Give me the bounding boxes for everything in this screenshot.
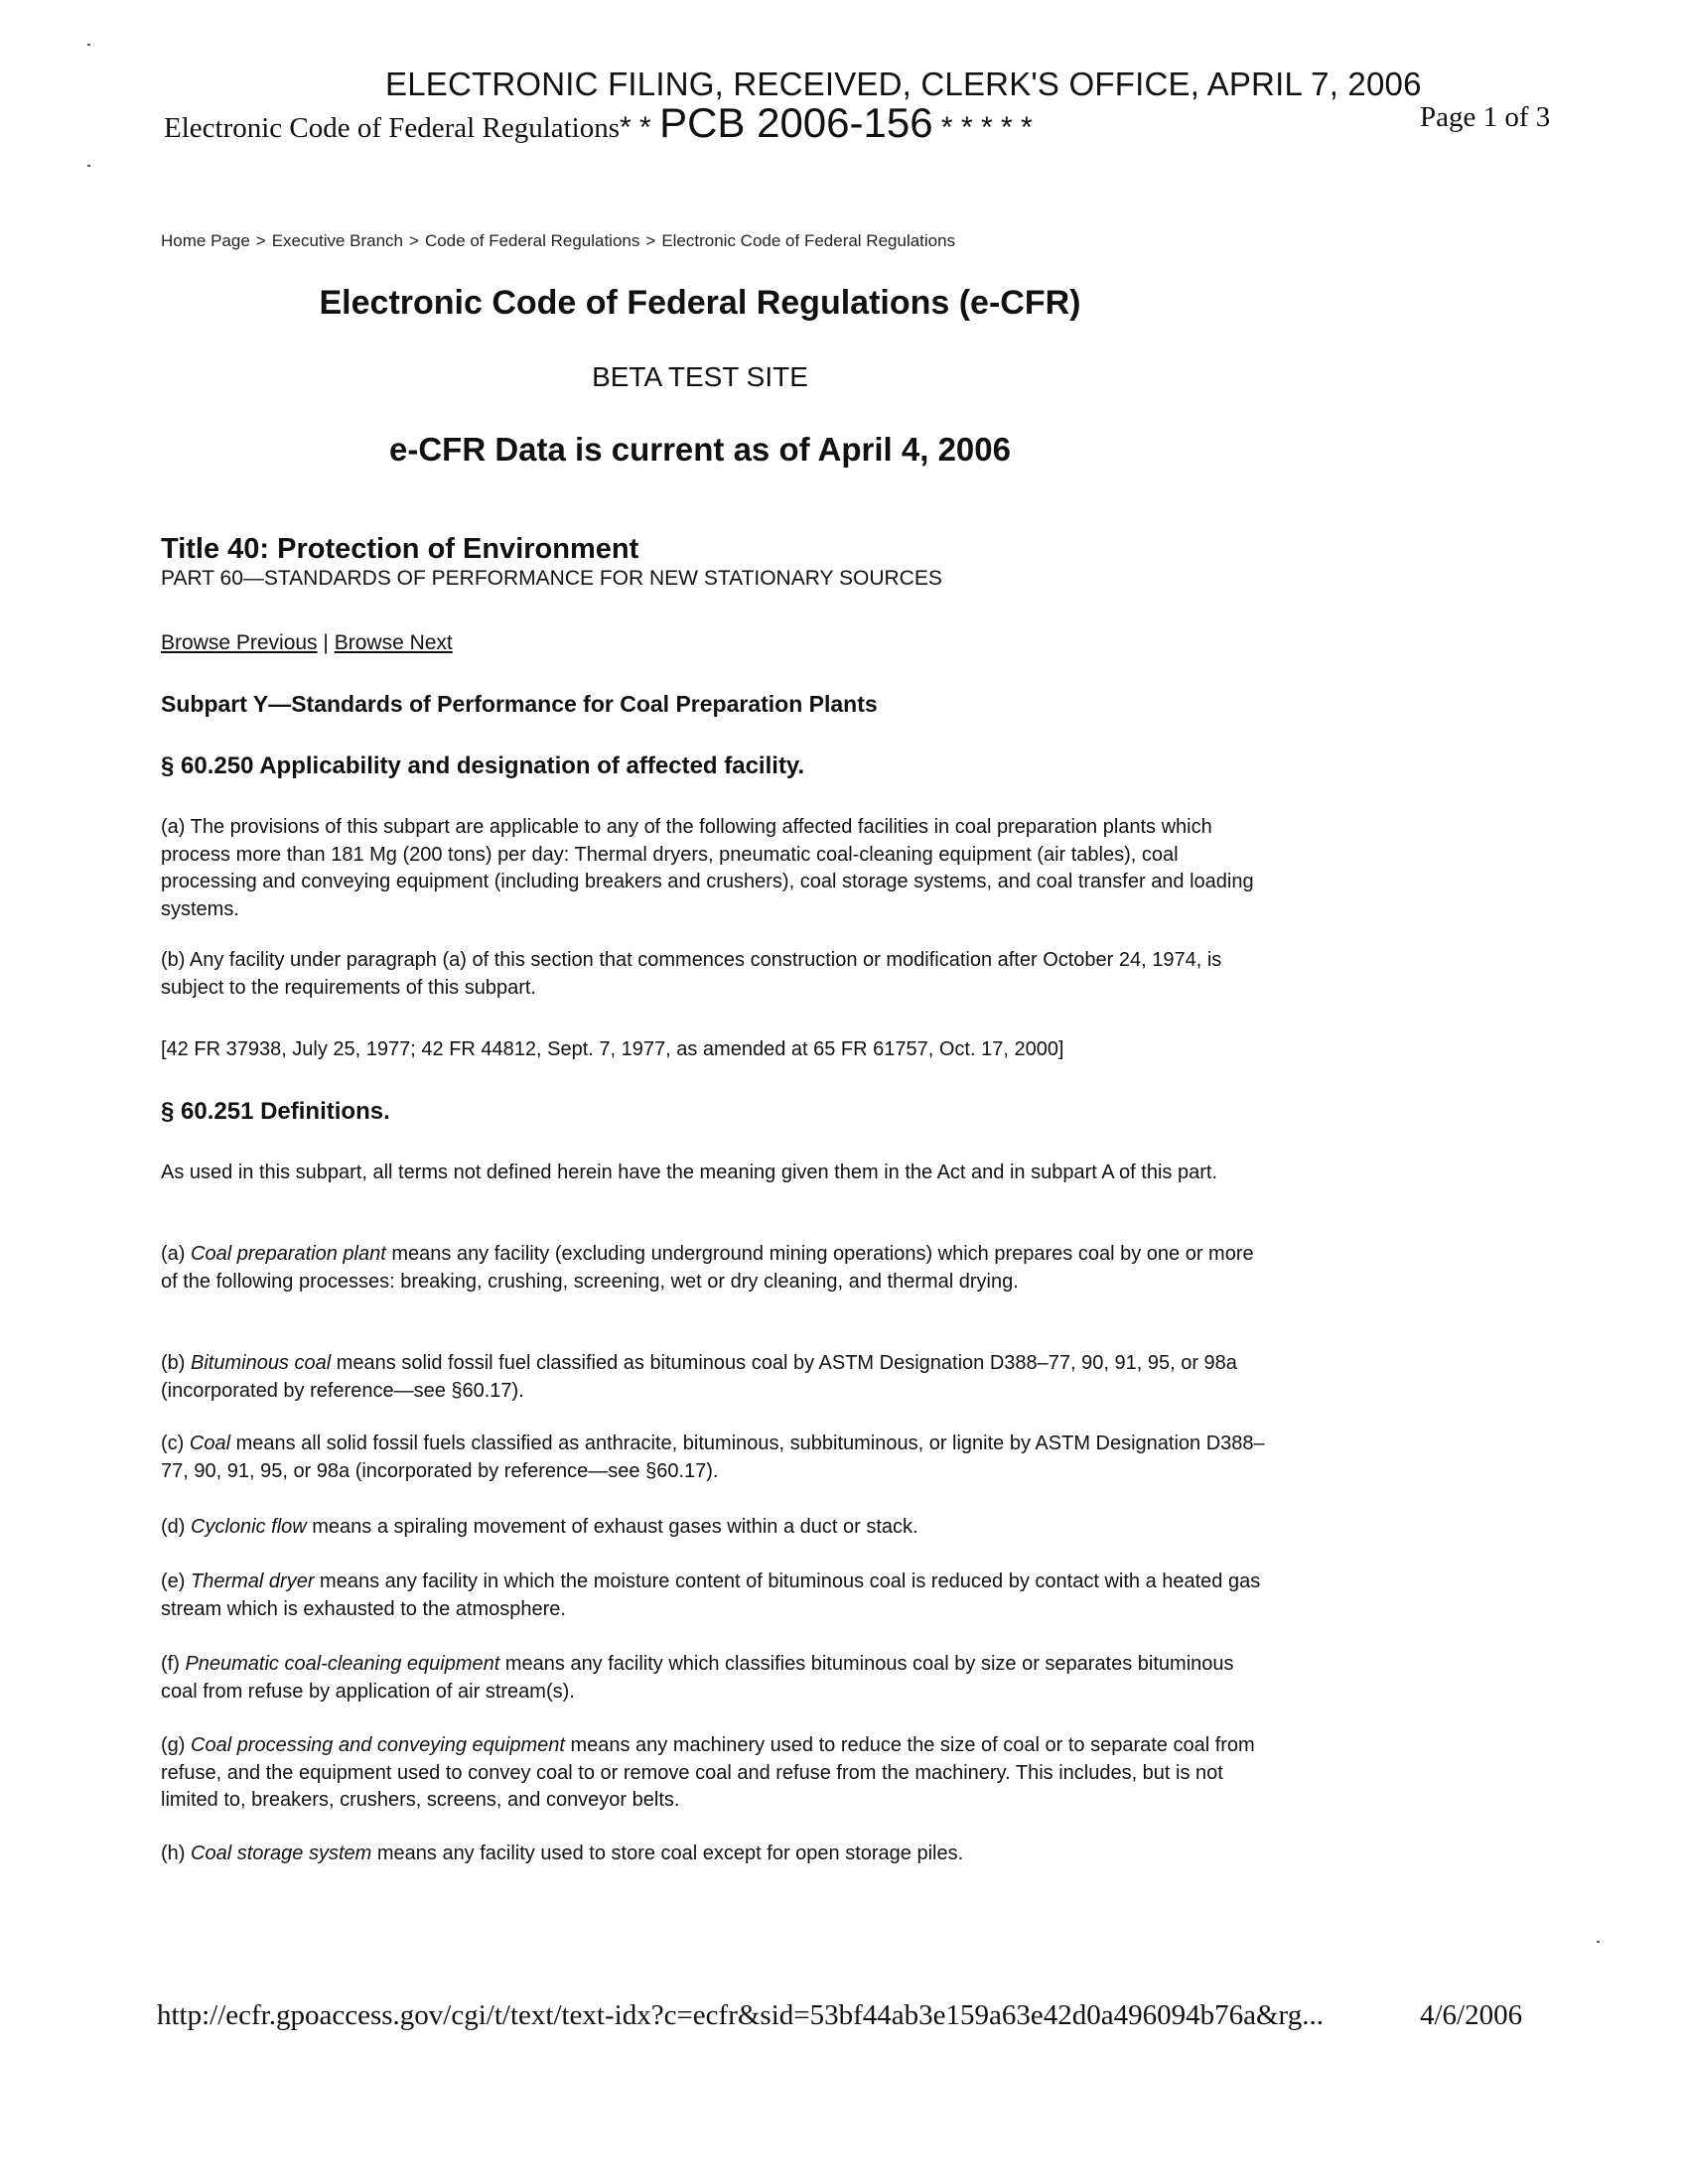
browse-nav <box>161 631 453 655</box>
breadcrumb-ecfr[interactable]: Electronic Code of Federal Regulations <box>661 231 956 250</box>
definition-term: Cyclonic flow <box>191 1516 307 1538</box>
breadcrumb-executive-branch[interactable]: Executive Branch <box>271 231 404 250</box>
definition-text: means any facility (excluding underground mining operations) which prepares coal by one or more of the following processes: breaking, crushing, screening, wet or dry cleaning, and thermal drying. <box>161 1243 1254 1293</box>
title-heading: Title 40: Protection of Environment <box>161 533 639 565</box>
definition-label: (g) <box>161 1734 191 1756</box>
data-current-date: e-CFR Data is current as of April 4, 2006 <box>389 431 1011 468</box>
section-60-250-heading: § 60.250 Applicability and designation of affected facility. <box>161 752 805 779</box>
section-60-251-intro: As used in this subpart, all terms not defined herein have the meaning given them in the Act and in subpart A of this part. <box>161 1161 1217 1183</box>
subpart-heading: Subpart Y—Standards of Performance for Coal Preparation Plants <box>161 691 878 717</box>
scan-speck <box>87 44 90 46</box>
definition-d <box>161 1514 1273 1542</box>
scan-speck <box>1597 1941 1600 1943</box>
definition-g <box>161 1732 1273 1815</box>
page-title: Electronic Code of Federal Regulations (e-CFR) <box>319 284 1081 322</box>
definition-e <box>161 1569 1273 1623</box>
section-60-250-citation: [42 FR 37938, July 25, 1977; 42 FR 44812, Sept. 7, 1977, as amended at 65 FR 61757, Oct. 17, 2000] <box>161 1038 1064 1060</box>
definition-label: (h) <box>161 1843 191 1864</box>
beta-subtitle: BETA TEST SITE <box>592 361 808 392</box>
browse-previous-link[interactable]: Browse Previous <box>161 631 318 654</box>
part-heading: PART 60—STANDARDS OF PERFORMANCE FOR NEW STATIONARY SOURCES <box>161 567 942 590</box>
breadcrumb-home[interactable]: Home Page <box>161 231 250 250</box>
definition-label: (e) <box>161 1570 191 1592</box>
definition-label: (f) <box>161 1653 186 1675</box>
definition-label: (c) <box>161 1433 190 1454</box>
browse-divider: | <box>323 631 329 654</box>
breadcrumb-cfr[interactable]: Code of Federal Regulations <box>424 231 640 250</box>
breadcrumb <box>161 231 955 251</box>
stamp-stars-left: * * <box>620 111 660 144</box>
page-number: Page 1 of 3 <box>1420 101 1551 133</box>
definition-text: means solid fossil fuel classified as bituminous coal by ASTM Designation D388–77, 90, 91, 95, or 98a (incorporated by reference—see §60.17). <box>161 1352 1237 1402</box>
definition-term: Pneumatic coal-cleaning equipment <box>185 1653 500 1675</box>
print-footer-date: 4/6/2006 <box>1420 1999 1523 2031</box>
definition-c <box>161 1431 1273 1485</box>
section-60-250-paragraph-a: (a) The provisions of this subpart are applicable to any of the following affected facilities in coal preparation plants which process more than 181 Mg (200 tons) per day: Thermal dryers, pneumatic coal-cleaning equipment (air tables), coal processing and conveying equipment (including breakers and crushers), coal storage systems, and coal transfer and loading systems. <box>161 816 1254 920</box>
definition-term: Bituminous coal <box>191 1352 332 1374</box>
scan-speck <box>87 165 90 167</box>
definition-label: (a) <box>161 1243 191 1265</box>
definition-f <box>161 1651 1273 1706</box>
print-header-row <box>164 99 1033 147</box>
definition-text: means any facility which classifies bituminous coal by size or separates bituminous coal from refuse by application of air stream(s). <box>161 1653 1234 1703</box>
breadcrumb-separator: > <box>645 231 656 250</box>
definition-text: means any facility used to store coal except for open storage piles. <box>371 1843 964 1864</box>
definition-term: Coal <box>189 1433 231 1454</box>
definition-text: means any facility in which the moisture content of bituminous coal is reduced by contact with a heated gas stream which is exhausted to the atmosphere. <box>161 1570 1261 1620</box>
browse-next-link[interactable]: Browse Next <box>334 631 453 654</box>
definition-text: means all solid fossil fuels classified as anthracite, bituminous, subbituminous, or lignite by ASTM Designation D388–77, 90, 91, 95, or 98a (incorporated by reference—see §60.17). <box>161 1433 1265 1482</box>
filing-stamp: ELECTRONIC FILING, RECEIVED, CLERK'S OFFICE, APRIL 7, 2006 <box>385 66 1422 102</box>
breadcrumb-separator: > <box>255 231 266 250</box>
definition-term: Coal preparation plant <box>191 1243 386 1265</box>
definition-term: Coal storage system <box>191 1843 372 1864</box>
pcb-number: PCB 2006-156 <box>659 99 933 146</box>
breadcrumb-separator: > <box>409 231 419 250</box>
definition-label: (b) <box>161 1352 191 1374</box>
section-60-251-heading: § 60.251 Definitions. <box>161 1098 390 1125</box>
definition-text: means a spiraling movement of exhaust gases within a duct or stack. <box>306 1516 918 1538</box>
print-footer-url: http://ecfr.gpoaccess.gov/cgi/t/text/text-idx?c=ecfr&sid=53bf44ab3e159a63e42d0a496094b76a&rg... <box>157 1999 1324 2031</box>
definition-h <box>161 1841 1273 1868</box>
definition-text: means any machinery used to reduce the size of coal or to separate coal from refuse, and the equipment used to convey coal to or remove coal and refuse from the machinery. This includes, but is not limited to, breakers, crushers, screens, and conveyor belts. <box>161 1734 1255 1811</box>
stamp-stars-right: * * * * * <box>932 111 1033 144</box>
definition-term: Thermal dryer <box>191 1570 315 1592</box>
definition-term: Coal processing and conveying equipment <box>191 1734 565 1756</box>
section-60-250-paragraph-b: (b) Any facility under paragraph (a) of this section that commences construction or modification after October 24, 1974, is subject to the requirements of this subpart. <box>161 949 1222 999</box>
print-header-title: Electronic Code of Federal Regulations <box>164 112 621 144</box>
definition-label: (d) <box>161 1516 191 1538</box>
definition-b <box>161 1350 1273 1405</box>
definition-a <box>161 1241 1273 1296</box>
